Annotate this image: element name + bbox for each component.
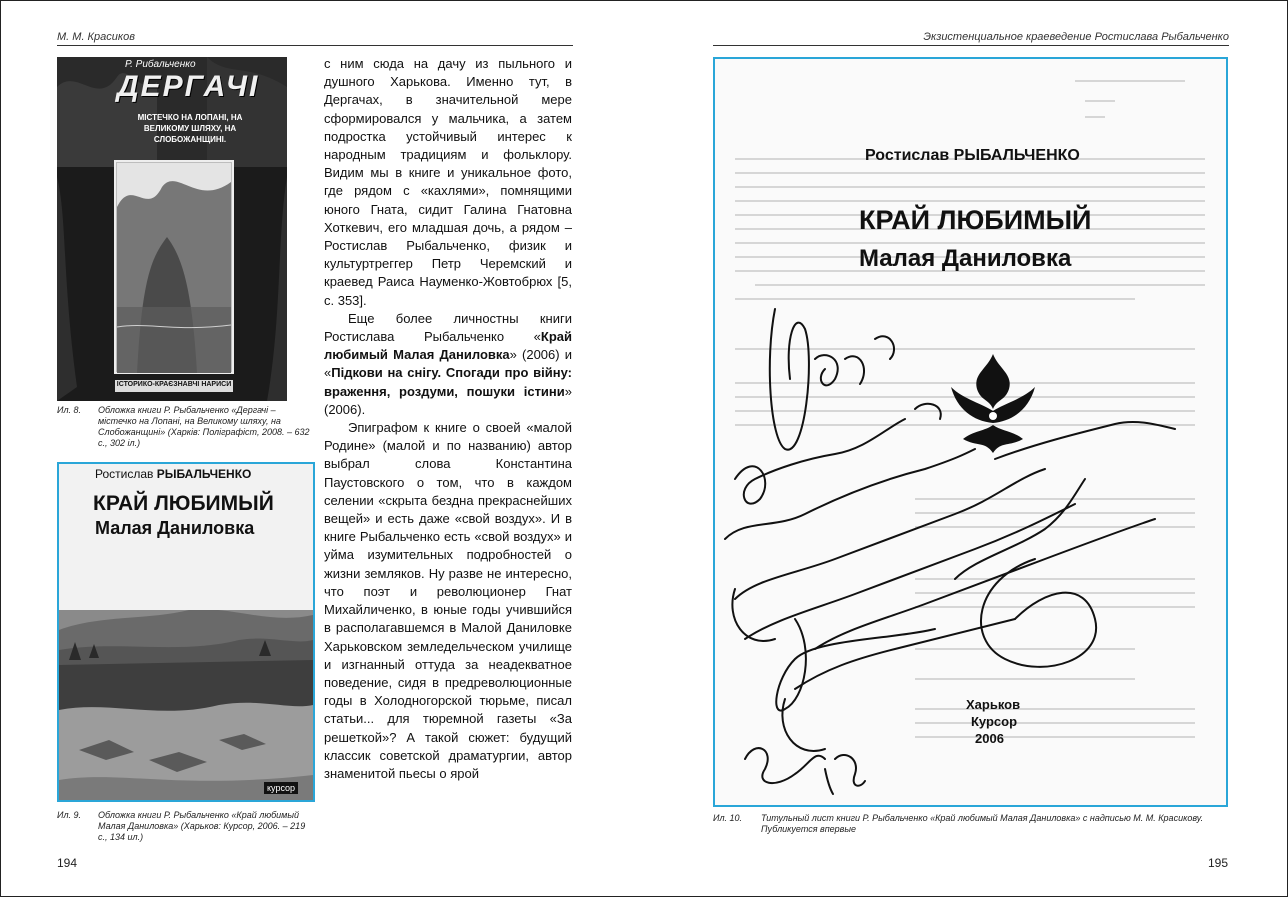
figure-10-caption-number: Ил. 10. bbox=[713, 813, 743, 823]
p2-text-e: » (2006). bbox=[324, 383, 572, 417]
fig8-cover-subtitle: МІСТЕЧКО НА ЛОПАНІ, НА ВЕЛИКОМУ ШЛЯХУ, НА СЛОБОЖАНЩИНІ. bbox=[137, 113, 243, 144]
fig8-cover-title: ДЕРГАЧІ bbox=[117, 70, 260, 103]
figure-9-caption-text: Обложка книги Р. Рыбальченко «Край любимый Малая Даниловка» (Харьков: Курсор, 2006. – 219 с., 134 ил.) bbox=[98, 810, 306, 842]
page-number-right: 195 bbox=[1207, 856, 1228, 870]
fig9-cover-author-first: Ростислав bbox=[95, 467, 154, 481]
p2-book-title-2: Підкови на снігу. Спогади про війну: враження, роздуми, пошуки істини bbox=[324, 365, 572, 399]
header-rule-left bbox=[57, 45, 573, 46]
running-header-left: М. М. Красиков bbox=[57, 31, 135, 43]
figure-9-krai-lyubimyi-cover bbox=[57, 462, 315, 802]
body-paragraph-1: с ним сюда на дачу из пыльного и душного Харькова. Именно тут, в Дергачах, в значительной мере сформировался у мальчика, а затем подростка устойчивый интерес к народным традициям и фольклору. Видим мы в книге и уникальное фото, где рядом с «кахлями», помнящими юного Гната, сидит Галина Гнатовна Хоткевич, его младшая дочь, а рядом – Ростислав Рыбальченко, физик и культуртреггер Петр Черемский и краевед Раиса Науменко-Жовтобрюх [5, с. 353]. bbox=[324, 56, 572, 308]
fig9-cover-title2: Малая Даниловка bbox=[95, 518, 255, 538]
fig9-cover-author bbox=[95, 467, 251, 481]
fig10-author-text: Ростислав РЫБАЛЬЧЕНКО bbox=[865, 147, 1080, 164]
figure-8-caption-text: Обложка книги Р. Рыбальченко «Дергачі – містечко на Лопані, на Великому шляху, на Слобожанщині» (Харків: Поліграфіст, 2008. – 632 с., 302 іл.) bbox=[98, 405, 310, 448]
fig9-cover-author-last: РЫБАЛЬЧЕНКО bbox=[156, 467, 252, 481]
figure-8-dergachi-cover bbox=[57, 57, 287, 401]
figure-9-caption bbox=[57, 810, 312, 846]
dergachi-cover-art bbox=[57, 57, 287, 401]
figure-10-title-page bbox=[713, 57, 1228, 807]
fig10-title1: КРАЙ ЛЮБИМЫЙ bbox=[859, 205, 1092, 235]
fig8-cover-author: Р. Рибальченко bbox=[125, 59, 196, 70]
fig10-city: Харьков bbox=[966, 697, 1021, 712]
fig10-title2: Малая Даниловка bbox=[859, 245, 1072, 272]
header-rule-right bbox=[713, 45, 1229, 46]
body-paragraph-3: Эпиграфом к книге о своей «малой Родине» (малой и по названию) автор выбрал слова Константина Паустовского о том, что в каждом селении «скрыта бездна прекраснейших вещей» и есть даже «свой воздух». И в книге Рыбальченко есть «свой воздух» и уйма изумительных подробностей о жизни земляков. Ну разве не интересно, что поэт и революционер Гнат Михайличенко, в юные годы учившийся в располагавшемся в Малой Даниловке Харьковском земледельческом училище и изгнанный оттуда за неадекватное поведение, сидя в предреволюционные годы в Холодногорской тюрьме, писал статьи... для тюремной газеты «За решеткой»? А такой сюжет: будущий классик советской драматургии, автор знаменитой пьесы о ярой bbox=[324, 420, 572, 781]
p2-text-a: Еще более личностны книги Ростислава Рыбальченко « bbox=[324, 310, 572, 345]
fig9-landscape-painting bbox=[59, 610, 313, 800]
running-header-right: Экзистенциальное краеведение Ростислава Рыбальченко bbox=[923, 31, 1229, 43]
figure-9-caption-number: Ил. 9. bbox=[57, 810, 82, 820]
fig10-year: 2006 bbox=[975, 731, 1004, 746]
figure-10-caption bbox=[713, 813, 1228, 837]
left-body-text bbox=[324, 55, 572, 783]
fig10-publisher: Курсор bbox=[971, 714, 1018, 729]
fig8-cover-bottom: ІСТОРИКО-КРАЄЗНАВЧІ НАРИСИ bbox=[116, 381, 232, 388]
p2-book-title-1: Край любимый Малая Даниловка bbox=[324, 329, 572, 363]
fig9-publisher-logo bbox=[264, 782, 298, 794]
handwritten-inscription bbox=[715, 59, 1226, 805]
p2-text-c: » (2006) и « bbox=[324, 347, 573, 381]
figure-8-caption bbox=[57, 405, 312, 448]
page-number-left: 194 bbox=[57, 856, 78, 870]
figure-10-caption-text: Титульный лист книги Р. Рыбальченко «Край любимый Малая Даниловка» с надписью М. М. Красикову. Публикуется впервые bbox=[761, 813, 1204, 834]
figure-8-caption-number: Ил. 8. bbox=[57, 405, 82, 415]
fig9-cover-title1: КРАЙ ЛЮБИМЫЙ bbox=[93, 492, 274, 515]
fig9-publisher-logo-text: курсор bbox=[267, 783, 296, 793]
body-paragraph-2 bbox=[324, 310, 572, 419]
